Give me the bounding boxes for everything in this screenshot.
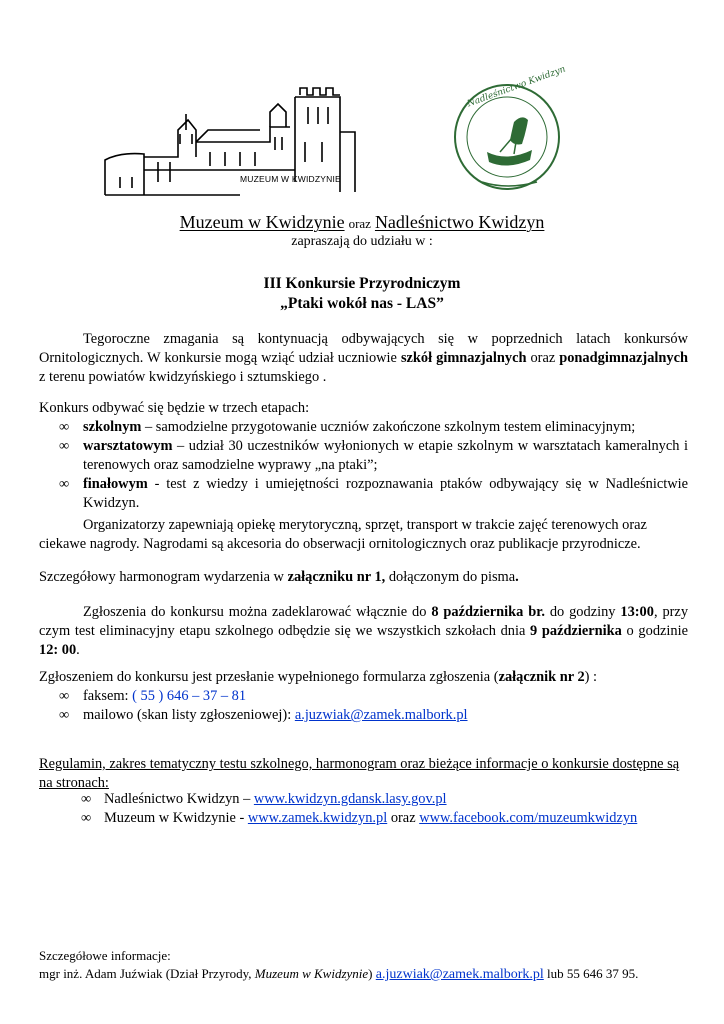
museum-logo	[100, 82, 370, 197]
application-text: Zgłoszeniem do konkursu jest przesłanie wypełnionego formularza zgłoszenia (	[39, 669, 499, 685]
deadline-text: do godziny	[544, 604, 621, 620]
contact-museum: Muzeum w Kwidzynie	[254, 966, 369, 981]
facebook-link[interactable]: www.facebook.com/muzeumkwidzyn	[419, 810, 638, 826]
deadline-paragraph	[39, 603, 688, 660]
rules-links	[39, 790, 688, 828]
stages-list	[39, 418, 688, 513]
document-title	[0, 212, 724, 233]
stage-name: finałowym	[83, 476, 148, 492]
intro-bold-schools: szkół gimnazjalnych	[400, 350, 527, 366]
museum-logo-caption: MUZEUM W KWIDZYNIE	[240, 174, 341, 184]
attachment-2: załącznik nr 2	[498, 669, 585, 685]
list-item	[39, 437, 688, 475]
schedule-text: Szczegółowy harmonogram wydarzenia w	[39, 569, 288, 585]
infinity-bullet-icon: ∞	[81, 791, 92, 807]
mail-label: mailowo (skan listy zgłoszeniowej):	[83, 707, 295, 723]
infinity-bullet-icon: ∞	[59, 419, 70, 435]
list-item	[39, 809, 688, 828]
deadline-text: o godzinie	[621, 623, 688, 639]
attachment-1: załączniku nr 1,	[287, 569, 386, 585]
stages-lead: Konkurs odbywać się będzie w trzech etapach:	[39, 400, 310, 416]
infinity-bullet-icon: ∞	[59, 438, 70, 454]
list-item	[39, 706, 688, 725]
forest-district-link[interactable]: www.kwidzyn.gdansk.lasy.gov.pl	[253, 791, 447, 807]
schedule-dot: .	[515, 569, 519, 585]
infinity-bullet-icon: ∞	[59, 688, 70, 704]
site-label: Muzeum w Kwidzynie -	[104, 810, 248, 826]
fax-label: faksem:	[83, 688, 133, 704]
contact-phone: lub 55 646 37 95.	[543, 966, 639, 981]
test-time: 12: 00	[39, 642, 77, 658]
contest-name: III Konkursie Przyrodniczym	[263, 275, 461, 292]
forest-logo-caption: Nadleśnictwo Kwidzyn	[466, 64, 568, 110]
contact-email-link[interactable]: a.juzwiak@zamek.malbork.pl	[375, 967, 544, 982]
list-item	[39, 790, 688, 809]
title-conjunction: oraz	[348, 216, 371, 231]
deadline-text: Zgłoszenia do konkursu można zadeklarować włącznie do	[83, 604, 432, 620]
list-item	[39, 475, 688, 513]
application-paragraph	[39, 668, 688, 687]
contest-theme: „Ptaki wokół nas - LAS”	[280, 295, 444, 312]
invitation-line: zapraszają do udziału w :	[291, 234, 433, 249]
intro-text-end: z terenu powiatów kwidzyńskiego i sztumskiego .	[39, 369, 327, 385]
contact-text: )	[368, 966, 376, 981]
organizers-paragraph: Organizatorzy zapewniają opiekę merytoryczną, sprzęt, transport w trakcie zajęć terenowych oraz ciekawe nagrody. Nagrodami są akcesoria do obserwacji ornitologicznych oraz publikacje przyrodnicze.	[39, 517, 647, 552]
deadline-text: .	[76, 642, 80, 658]
org-museum: Muzeum w Kwidzynie	[179, 212, 345, 232]
rules-heading: Regulamin, zakres tematyczny testu szkolnego, harmonogram oraz bieżące informacje o konkursie dostępne są na stronach:	[39, 756, 680, 791]
schedule-paragraph	[39, 568, 688, 587]
infinity-bullet-icon: ∞	[81, 810, 92, 826]
email-link[interactable]: a.juzwiak@zamek.malbork.pl	[294, 707, 468, 723]
footer-contact	[39, 964, 699, 984]
infinity-bullet-icon: ∞	[59, 476, 70, 492]
org-forest-district: Nadleśnictwo Kwidzyn	[374, 212, 545, 232]
intro-text: Tegoroczne zmagania są kontynuacją odbywających się w poprzednich latach konkursów Ornitologicznych. W konkursie mogą wziąć udział uczniowie	[39, 331, 688, 366]
test-date: 9 października	[530, 623, 622, 639]
application-methods	[39, 687, 688, 725]
deadline-date: 8 października br.	[431, 604, 545, 620]
stage-desc: – samodzielne przygotowanie uczniów zakończone szkolnym testem eliminacyjnym;	[141, 419, 636, 435]
footer-heading: Szczegółowe informacje:	[39, 948, 171, 963]
stage-desc: – udział 30 uczestników wyłonionych w etapie szkolnym w warsztatach kameralnych i terenowych oraz samodzielne wyprawy „na ptaki”;	[83, 438, 688, 473]
stage-name: warsztatowym	[83, 438, 173, 454]
stage-name: szkolnym	[83, 419, 142, 435]
site-conj: oraz	[387, 810, 420, 826]
fax-number: ( 55 ) 646 – 37 – 81	[132, 688, 247, 704]
site-label: Nadleśnictwo Kwidzyn –	[104, 791, 254, 807]
stage-desc: - test z wiedzy i umiejętności rozpoznawania ptaków odbywający się w Nadleśnictwie Kwidzyn.	[83, 476, 688, 511]
deadline-text: , przy czym test eliminacyjny etapu szkolnego odbędzie się we wszystkich szkołach dnia	[39, 604, 689, 639]
infinity-bullet-icon: ∞	[59, 707, 70, 723]
intro-paragraph	[39, 330, 688, 387]
contact-text: mgr inż. Adam Juźwiak (Dział Przyrody,	[39, 966, 255, 981]
intro-bold-upper: ponadgimnazjalnych	[559, 350, 688, 366]
deadline-time: 13:00	[620, 604, 654, 620]
forest-district-logo	[452, 64, 574, 192]
museum-link[interactable]: www.zamek.kwidzyn.pl	[247, 810, 388, 826]
list-item	[39, 418, 688, 437]
application-text-end: ) :	[584, 669, 598, 685]
intro-text-mid: oraz	[526, 350, 560, 366]
schedule-end: dołączonym do pisma	[385, 569, 516, 585]
list-item	[39, 687, 688, 706]
